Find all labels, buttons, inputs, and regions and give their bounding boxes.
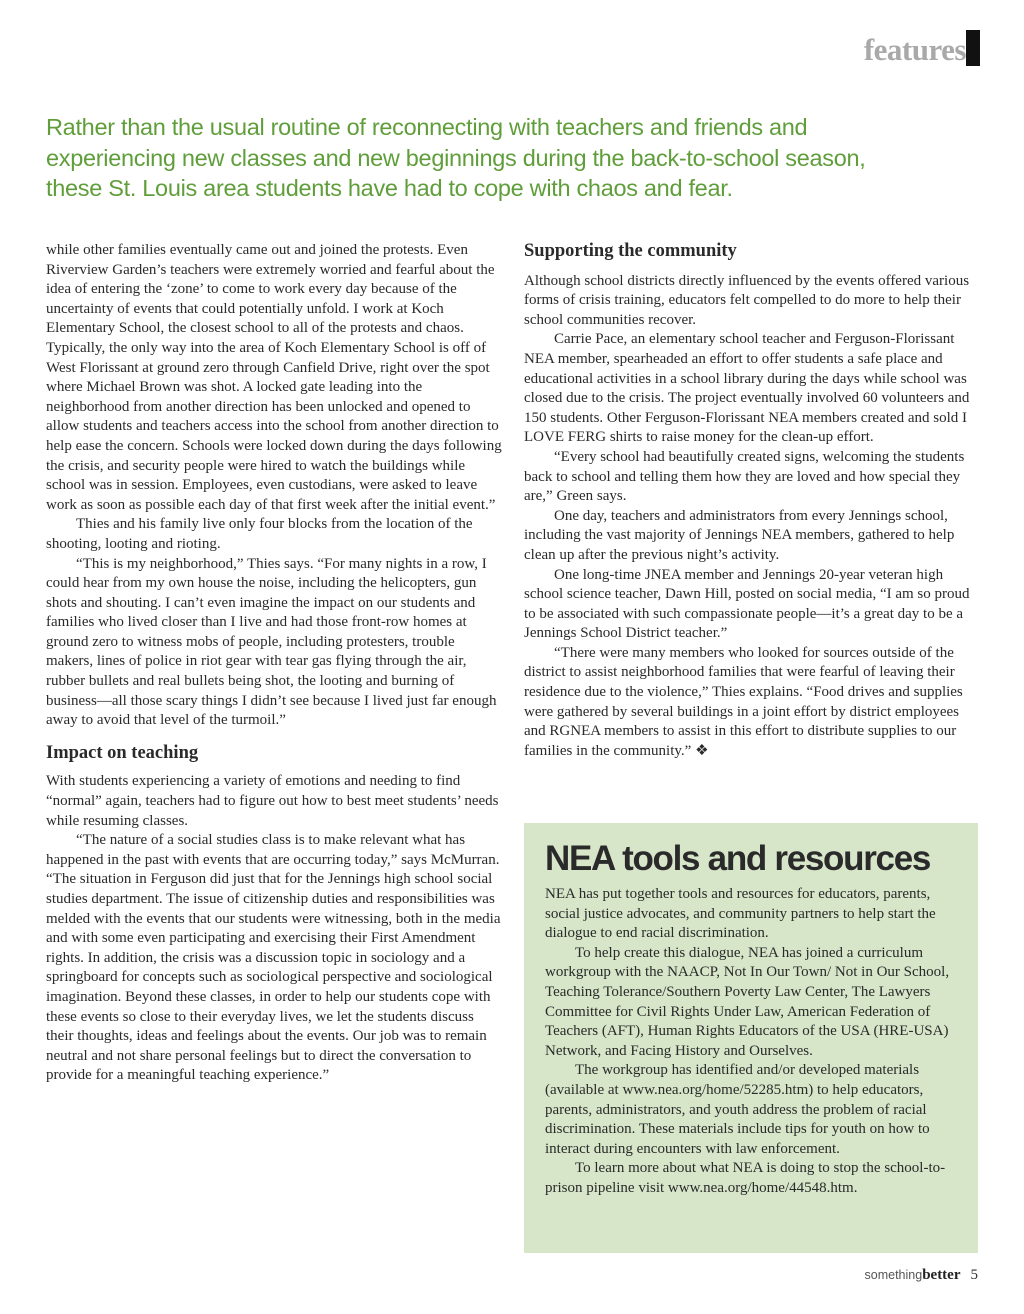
body-paragraph: Carrie Pace, an elementary school teacher and Ferguson-Florissant NEA member, spearheaded an effort to offer students a safe place and educational activities in a school library during the days while school was closed due to the crisis. The project eventually involved 60 volunteers and 150 students. Other Ferguson-Florissant NEA members created and sold I LOVE FERG shirts to raise money for the clean-up effort.	[524, 331, 970, 446]
sidebar-body	[545, 885, 965, 1199]
right-column	[524, 241, 980, 761]
resources-sidebar	[524, 823, 978, 1253]
left-column	[46, 241, 502, 1086]
body-paragraph: One day, teachers and administrators from every Jennings school, including the vast majority of Jennings NEA members, gathered to help clean up after the previous night’s activity.	[524, 507, 955, 563]
subheading-impact-on-teaching: Impact on teaching	[46, 742, 199, 763]
brand-suffix: better	[922, 1267, 961, 1283]
page-footer	[865, 1267, 979, 1284]
body-paragraph: “This is my neighborhood,” Thies says. “For many nights in a row, I could hear from my own house the noise, including the helicopters, gun shots and shouting. I can’t even imagine the impact on our students and families who lived closer than I live and had those front-row homes at ground zero to witness mobs of people, including protesters, trouble makers, lines of police in riot gear with tear gas flying through the air, rubber bullets and real bullets being shot, the looting and burning of business—all those scary things I didn’t see because I lived just far enough away to avoid that level of the turmoil.”	[46, 555, 497, 729]
sidebar-title: NEA tools and resources	[545, 839, 931, 878]
article-deck	[46, 112, 946, 204]
deck-line: experiencing new classes and new beginnings during the back-to-school season,	[46, 144, 866, 171]
body-paragraph: while other families eventually came out and joined the protests. Even Riverview Garden’s teachers were extremely worried and fearful about the idea of entering the ‘zone’ to come to work every day because of the uncertainty of events that could potentially unfold. I work at Koch Elementary School, the closest school to all of the protests and chaos. Typically, the only way into the area of Koch Elementary School is off of West Florissant at ground zero through Canfield Drive, right over the spot where Michael Brown was shot. A locked gate leading into the neighborhood from another direction has been unlocked and opened to allow students and teachers access into the school from another direction to help ease the concern. Schools were locked down during the days following the crisis, and security people were hired to watch the buildings while school was in session. Employees, even custodians, were asked to leave work as soon as possible each day of that first week after the initial event.”	[46, 242, 502, 513]
deck-line: Rather than the usual routine of reconnecting with teachers and friends and	[46, 114, 808, 140]
sidebar-paragraph: NEA has put together tools and resources for educators, parents, social justice advocates, and community partners to help start the dialogue to end racial discrimination.	[545, 886, 936, 942]
page-number: 5	[970, 1267, 978, 1283]
section-marker-bar	[966, 30, 980, 66]
brand-prefix: something	[864, 1268, 923, 1282]
body-paragraph: “There were many members who looked for sources outside of the district to assist neighborhood families that were fearful of leaving their residence due to the violence,” Thies explains. “Food drives and supplies were gathered by several buildings in a joint effort by district employees and RGNEA members to assist in this effort to distribute supplies to our families in the community.” ❖	[524, 644, 963, 759]
body-paragraph: Although school districts directly influenced by the events offered various forms of crisis training, educators felt compelled to do more to help their school communities recover.	[524, 272, 970, 328]
body-paragraph: With students experiencing a variety of emotions and needing to find “normal” again, teachers had to figure out how to best meet students’ needs while resuming classes.	[46, 773, 499, 829]
subheading-supporting-the-community: Supporting the community	[524, 241, 737, 261]
sidebar-paragraph: The workgroup has identified and/or developed materials (available at www.nea.org/home/52285.htm) to help educators, parents, administrators, and youth address the problem of racial discrimination. These materials include tips for youth on how to interact during encounters with law enforcement.	[545, 1062, 930, 1157]
body-paragraph: Thies and his family live only four blocks from the location of the shooting, looting and rioting.	[46, 516, 473, 552]
body-paragraph: One long-time JNEA member and Jennings 20-year veteran high school science teacher, Dawn Hill, posted on social media, “I am so proud to be associated with such compassionate people—it’s a great day to be a Jennings School District teacher.”	[524, 566, 970, 642]
deck-line: these St. Louis area students have had to cope with chaos and fear.	[46, 175, 733, 201]
sidebar-paragraph: To learn more about what NEA is doing to stop the school-to-prison pipeline visit www.nea.org/home/44548.htm.	[545, 1160, 946, 1196]
section-label: features	[863, 32, 966, 67]
sidebar-paragraph: To help create this dialogue, NEA has joined a curriculum workgroup with the NAACP, Not In Our Town/ Not in Our School, Teaching Tolerance/Southern Poverty Law Center, The Lawyers Committee for Civil Rights Under Law, American Federation of Teachers (AFT), Human Rights Educators of the USA (HRE-USA) Network, and Facing History and Ourselves.	[545, 944, 950, 1059]
body-paragraph: “Every school had beautifully created signs, welcoming the students back to school and telling them how they are loved and how special they are,” Green says.	[524, 448, 965, 505]
body-paragraph: “The nature of a social studies class is to make relevant what has happened in the past with events that are occurring today,” says McMurran. “The situation in Ferguson did just that for the Jennings high school social studies department. The issue of citizenship duties and responsibilities was melded with the events that our students were witnessing, both in the media and with some even participating and exercising their First Amendment rights. In addition, the crisis was a discussion topic in sociology and a springboard for concepts such as sociological perspective and sociological imagination. Beyond these classes, in order to help our students cope with these events so close to their everyday lives, we let the students discuss their thoughts, ideas and feelings about the events. Our job was to remain neutral and not share personal feelings but to direct the conversation to provide for a meaningful teaching experience.”	[46, 832, 501, 1084]
